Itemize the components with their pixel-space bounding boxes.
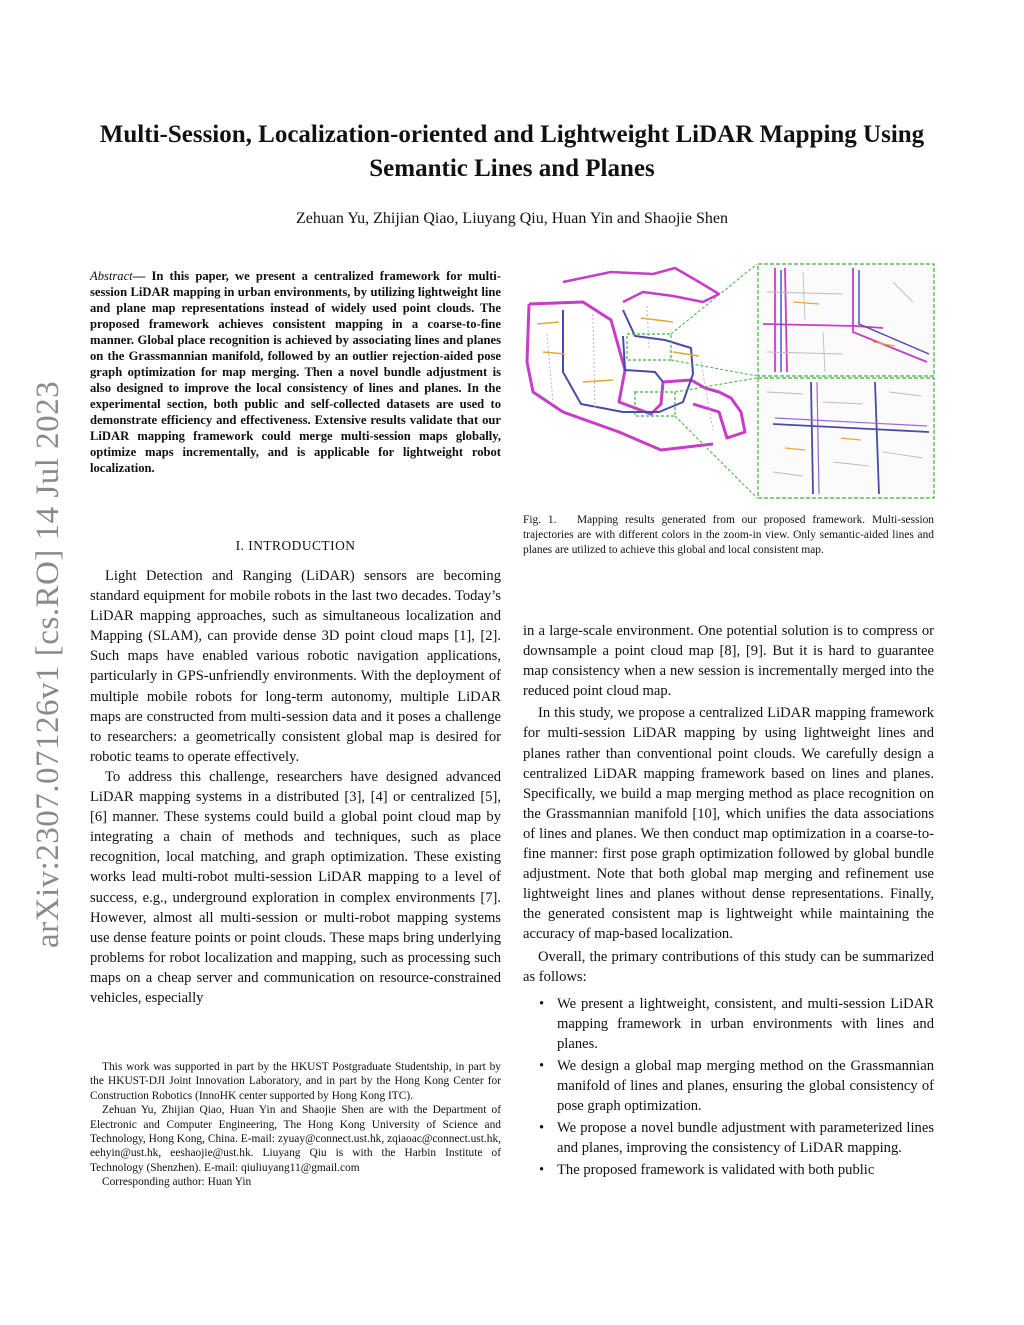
abstract-dash: — [132, 269, 146, 283]
zoom-in-view-bottom [758, 378, 934, 498]
paper-title: Multi-Session, Localization-oriented and Lightweight LiDAR Mapping Using Semantic Lines and Planes [99, 121, 925, 182]
contribution-item: • We design a global map merging method on the Grassmannian manifold of lines and planes, ensuring the global consistency of pose graph optimization. [539, 1057, 934, 1115]
contributions-list [523, 994, 934, 1181]
footnote-funding: This work was supported in part by the HKUST Postgraduate Studentship, in part by the HKUST-DJI Joint Innovation Laboratory, and in part by the Hong Kong Center for Construction Robotics (InnoHK center supported by Hong Kong ITC). [90, 1061, 501, 1102]
contribution-item: • We present a lightweight, consistent, and multi-session LiDAR mapping framework in urban environments with lines and planes. [539, 995, 934, 1052]
bullet-glyph: • [539, 1120, 545, 1137]
footnote-corresponding: Corresponding author: Huan Yin [102, 1176, 252, 1189]
abstract-text: In this paper, we present a centralized framework for multi-session LiDAR mapping in urban environments, by utilizing lightweight line and plane map representations instead of widely used point clouds. The proposed framework achieves consistent mapping in a coarse-to-fine manner. Global place recognition is achieved by associating lines and planes on the Grassmannian manifold, followed by an outlier rejection-aided pose graph optimization for map merging. Then a novel bundle adjustment is also designed to improve the local consistency of lines and planes. In the experimental section, both public and self-collected datasets are used to demonstrate efficiency and effectiveness. Extensive results validate that our LiDAR mapping framework could merge multi-session maps globally, optimize maps incrementally, and is applicable for lightweight robot localization. [90, 269, 501, 475]
bullet-glyph: • [539, 1162, 545, 1179]
intro-paragraph: To address this challenge, researchers have designed advanced LiDAR mapping systems in a distributed [3], [4] or centralized [5], [6] manner. These systems could build a global point cloud map by integrating a chain of methods and techniques, such as place recognition, local matching, and graph optimization. These existing works lead multi-robot multi-session LiDAR mapping to a level of success, e.g., underground exploration in complex environments [7]. However, almost all multi-session or multi-robot mapping systems use dense feature points or point clouds. These maps bring underlying problems for robot localization and mapping, such as processing such maps on a cheap server and communication on resource-constrained vehicles, especially [90, 768, 501, 1006]
introduction-body [90, 566, 501, 1008]
continued-paragraph: in a large-scale environment. One potential solution is to compress or downsample a point cloud map [8], [9]. But it is hard to guarantee map consistency when a new session is incrementally merged into the reduced point cloud map. [523, 623, 934, 700]
bullet-glyph: • [539, 995, 545, 1012]
intro-paragraph: Light Detection and Ranging (LiDAR) sensors are becoming standard equipment for mobile robots in the last two decades. Today’s LiDAR mapping approaches, such as simultaneous localization and Mapping (SLAM), can provide dense 3D point cloud maps [1], [2]. Such maps have enabled various robotic navigation applications, particularly in GPS-unfriendly environments. With the deployment of multiple mobile robots for long-term autonomy, multiple LiDAR maps are constructed from multi-session data and it poses a challenge to researchers: a geometrically consistent global map is desired for robotic teams to operate effectively. [90, 568, 501, 765]
contributions-intro: Overall, the primary contributions of this study can be summarized as follows: [523, 948, 934, 985]
section-number: I. [235, 538, 245, 553]
contribution-item: • We propose a novel bundle adjustment with parameterized lines and planes, improving the consistency of LiDAR mapping. [539, 1120, 934, 1157]
right-column-body [523, 621, 934, 1183]
section-title: INTRODUCTION [248, 538, 356, 553]
figure-1 [523, 262, 936, 500]
global-map-overview [527, 268, 745, 450]
study-paragraph: In this study, we propose a centralized LiDAR mapping framework for multi-session LiDAR mapping by using lightweight lines and planes rather than conventional point clouds. We carefully design a centralized LiDAR mapping framework based on lines and planes. Specifically, we build a map merging method as place recognition on the Grassmannian manifold [10], which unifies the data associations of lines and planes. We then conduct map optimization in a coarse-to-fine manner: first pose graph optimization followed by global bundle adjustment. Note that both global map merging and refinement use lightweight lines and planes without dense representations. Finally, the generated consistent map is lightweight while maintaining the accuracy of map-based localization. [523, 705, 934, 943]
abstract [90, 268, 501, 476]
zoom-in-view-top [758, 264, 934, 376]
author-list: Zehuan Yu, Zhijian Qiao, Liuyang Qiu, Huan Yin and Shaojie Shen [295, 210, 729, 227]
figure-1-map-illustration [523, 262, 936, 500]
section-heading-introduction [90, 538, 501, 554]
figure-1-caption [523, 513, 934, 557]
figure-caption-text: Mapping results generated from our proposed framework. Multi-session trajectories are with different colors in the zoom-in view. Only semantic-aided lines and planes are utilized to achieve this global and local consistent map. [523, 514, 934, 556]
footnote-affiliations: Zehuan Yu, Zhijian Qiao, Huan Yin and Shaojie Shen are with the Department of Electronic and Computer Engineering, The Hong Kong University of Science and Technology, Hong Kong, China. E-mail: zyuay@connect.ust.hk, zqiaoac@connect.ust.hk, eehyin@ust.hk, eeshaojie@ust.hk. Liuyang Qiu is with the Harbin Institute of Technology (Shenzhen). E-mail: qiuliuyang11@gmail.com [90, 1104, 501, 1174]
arxiv-identifier: arXiv:2307.07126v1 [cs.RO] 14 Jul 2023 [30, 380, 66, 948]
footnotes [90, 1060, 501, 1190]
figure-caption-label: Fig. 1. [523, 514, 557, 526]
abstract-label: Abstract [90, 269, 133, 283]
bullet-glyph: • [539, 1057, 545, 1074]
contribution-item: • The proposed framework is validated with both public [523, 1160, 934, 1180]
